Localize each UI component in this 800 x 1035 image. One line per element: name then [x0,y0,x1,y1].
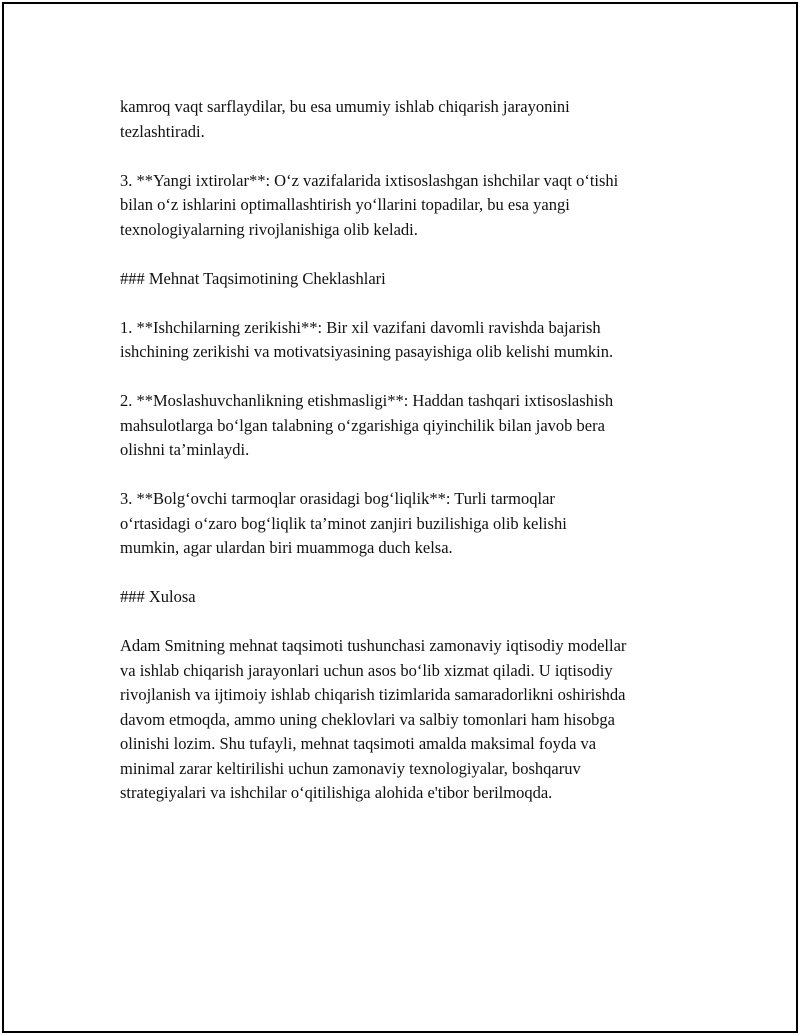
document-body [120,95,700,830]
paragraph-flexibility: 2. **Moslashuvchanlikning etishmasligi**: Haddan tashqari ixtisoslashish mahsulotlarga bo‘lgan talabning o‘zgarishiga qiyinchilik bilan javob bera olishni ta’minlaydi. [120,391,614,459]
paragraph-interdependence: 3. **Bolg‘ovchi tarmoqlar orasidagi bog‘liqlik**: Turli tarmoqlar o‘rtasidagi o‘zaro bog‘liqlik ta’minot zanjiri buzilishiga olib kelishi mumkin, agar ulardan biri muammoga duch kelsa. [120,489,567,557]
paragraph-new-inventions: 3. **Yangi ixtirolar**: O‘z vazifalarida ixtisoslashgan ishchilar vaqt o‘tishi bilan o‘z ishlarini optimallashtirish yo‘llarini topadilar, bu esa yangi texnologiyalarning rivojlanishiga olib keladi. [120,170,619,239]
section-heading-conclusion: ### Xulosa [120,587,196,606]
page-frame [2,2,798,1033]
section-heading-limitations: ### Mehnat Taqsimotining Cheklashlari [120,268,386,288]
paragraph-continuation: kamroq vaqt sarflaydilar, bu esa umumiy ishlab chiqarish jarayonini tezlashtiradi. [120,97,570,141]
paragraph-worker-boredom: 1. **Ishchilarning zerikishi**: Bir xil vazifani davomli ravishda bajarish ishchining zerikishi va motivatsiyasining pasayishiga olib kelishi mumkin. [120,317,614,361]
paragraph-conclusion: Adam Smitning mehnat taqsimoti tushunchasi zamonaviy iqtisodiy modellar va ishlab chiqarish jarayonlari uchun asos bo‘lib xizmat qiladi. U iqtisodiy rivojlanish va ijtimoiy ishlab chiqarish tizimlarida samaradorlikni oshirishda davom etmoqda, ammo uning cheklovlari va salbiy tomonlari ham hisobga olinishi lozim. Shu tufayli, mehnat taqsimoti amalda maksimal foyda va minimal zarar keltirilishi uchun zamonaviy texnologiyalar, boshqaruv strategiyalari va ishchilar o‘qitilishiga alohida e'tibor berilmoqda. [120,636,627,802]
